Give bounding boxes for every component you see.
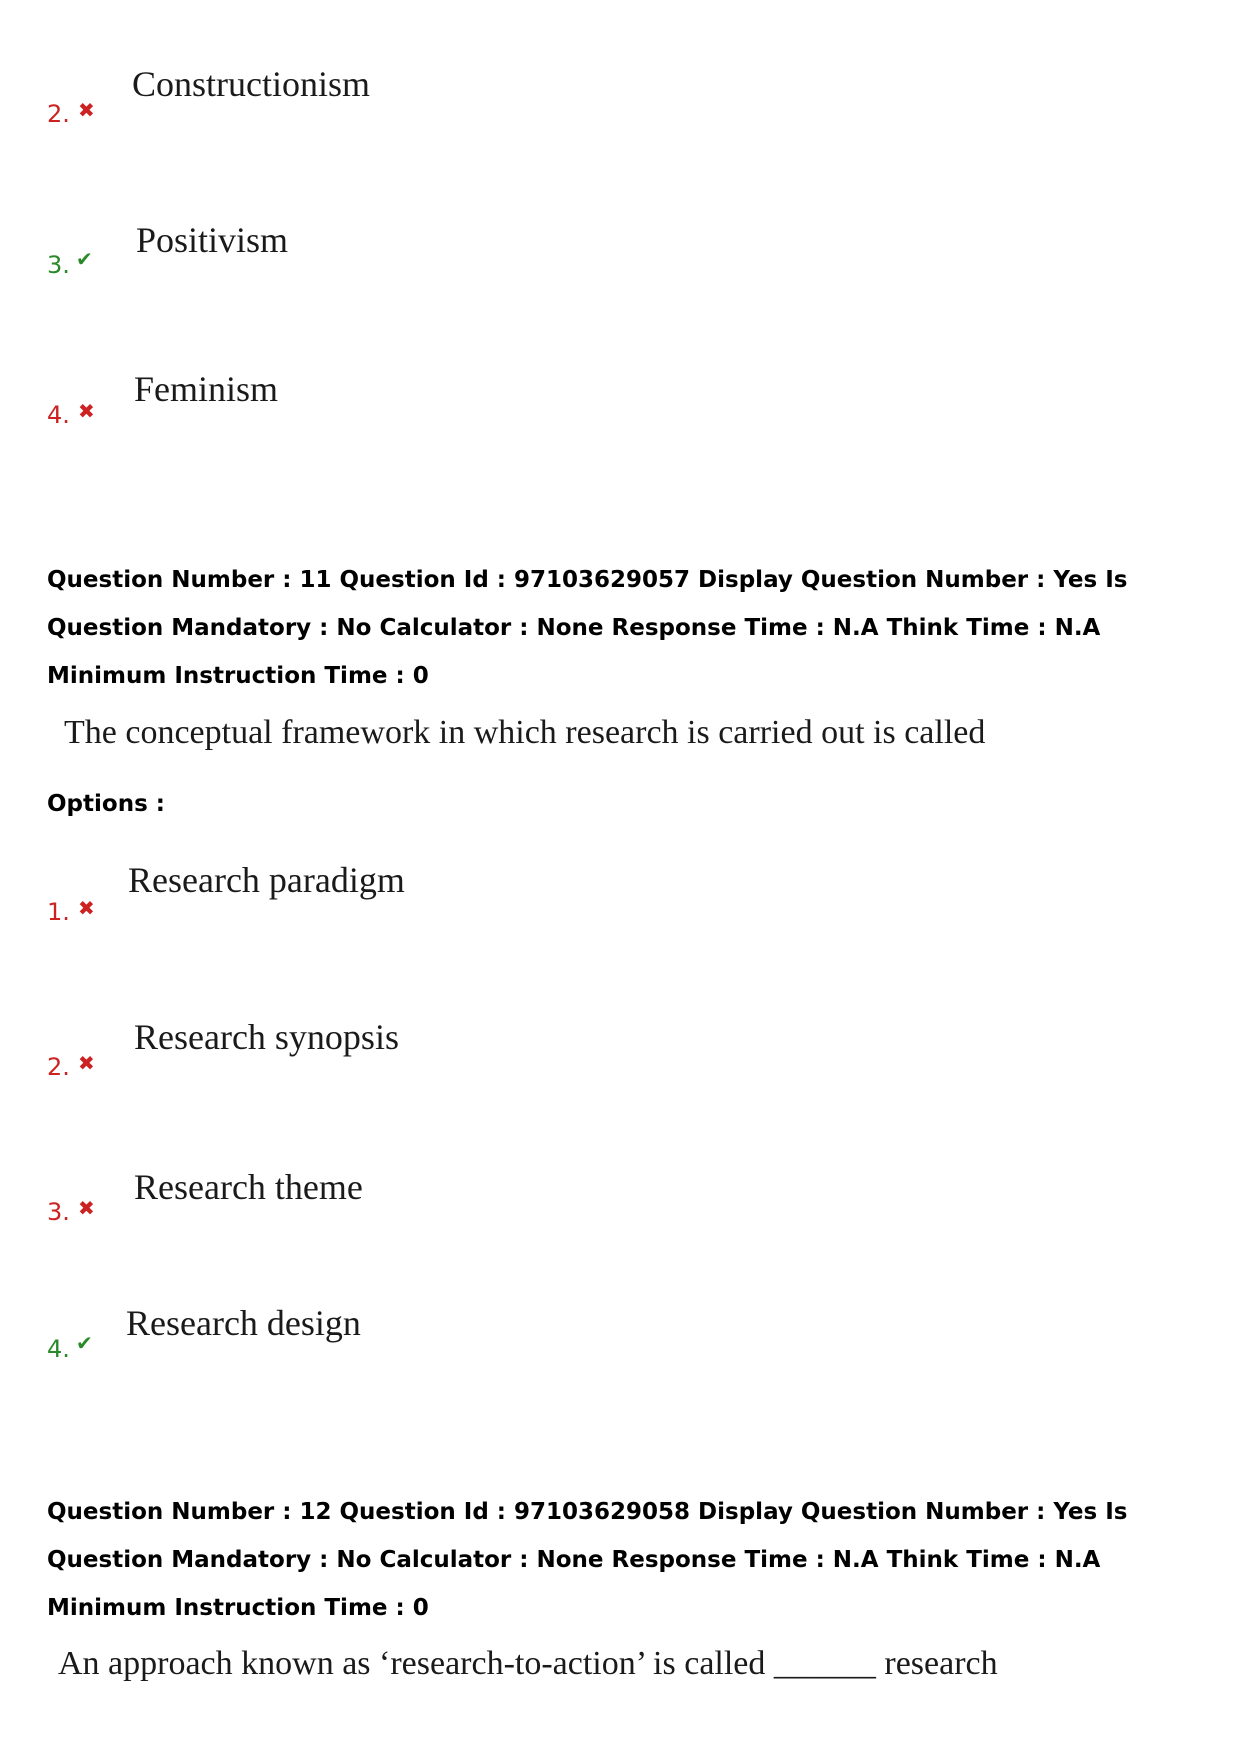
question-12-meta: Question Number : 12 Question Id : 97103629058 Display Question Number : Yes Is Question Mandatory : No Calculator : None Response Time : N.A Think Time : N.A Minimum Instruction Time : 0 [47, 1499, 1128, 1621]
option-number: 1. [47, 898, 70, 926]
q11-option-2 [0, 1015, 1240, 1135]
option-text: Feminism [134, 369, 279, 409]
option-text: Research design [126, 1303, 361, 1343]
option-number: 2. [47, 100, 70, 128]
options-label: Options : [47, 791, 165, 817]
option-number: 2. [47, 1053, 70, 1081]
option-number: 3. [47, 251, 70, 279]
option-4-feminism [0, 365, 1240, 485]
q11-option-1 [0, 860, 1240, 980]
question-12-text: An approach known as ‘research-to-action’ is called ______ research [58, 1645, 998, 1682]
option-text: Constructionism [132, 64, 371, 104]
option-3-positivism [0, 215, 1240, 335]
cross-icon: ✖ [78, 98, 95, 122]
q11-option-4 [0, 1303, 1240, 1423]
cross-icon: ✖ [78, 1196, 95, 1220]
option-2-constructionism [0, 60, 1240, 180]
check-icon: ✔ [76, 1331, 93, 1355]
option-text: Research synopsis [134, 1017, 399, 1057]
check-icon: ✔ [76, 247, 93, 271]
option-text: Research paradigm [128, 860, 405, 900]
option-number: 4. [47, 1335, 70, 1363]
option-text: Research theme [134, 1167, 363, 1207]
cross-icon: ✖ [78, 399, 95, 423]
question-11-meta: Question Number : 11 Question Id : 97103629057 Display Question Number : Yes Is Question Mandatory : No Calculator : None Response Time : N.A Think Time : N.A Minimum Instruction Time : 0 [47, 567, 1128, 689]
option-text: Positivism [136, 220, 289, 260]
cross-icon: ✖ [78, 1051, 95, 1075]
cross-icon: ✖ [78, 896, 95, 920]
question-11-text: The conceptual framework in which research is carried out is called [64, 714, 986, 751]
option-number: 4. [47, 401, 70, 429]
q11-option-3 [0, 1165, 1240, 1285]
option-number: 3. [47, 1198, 70, 1226]
